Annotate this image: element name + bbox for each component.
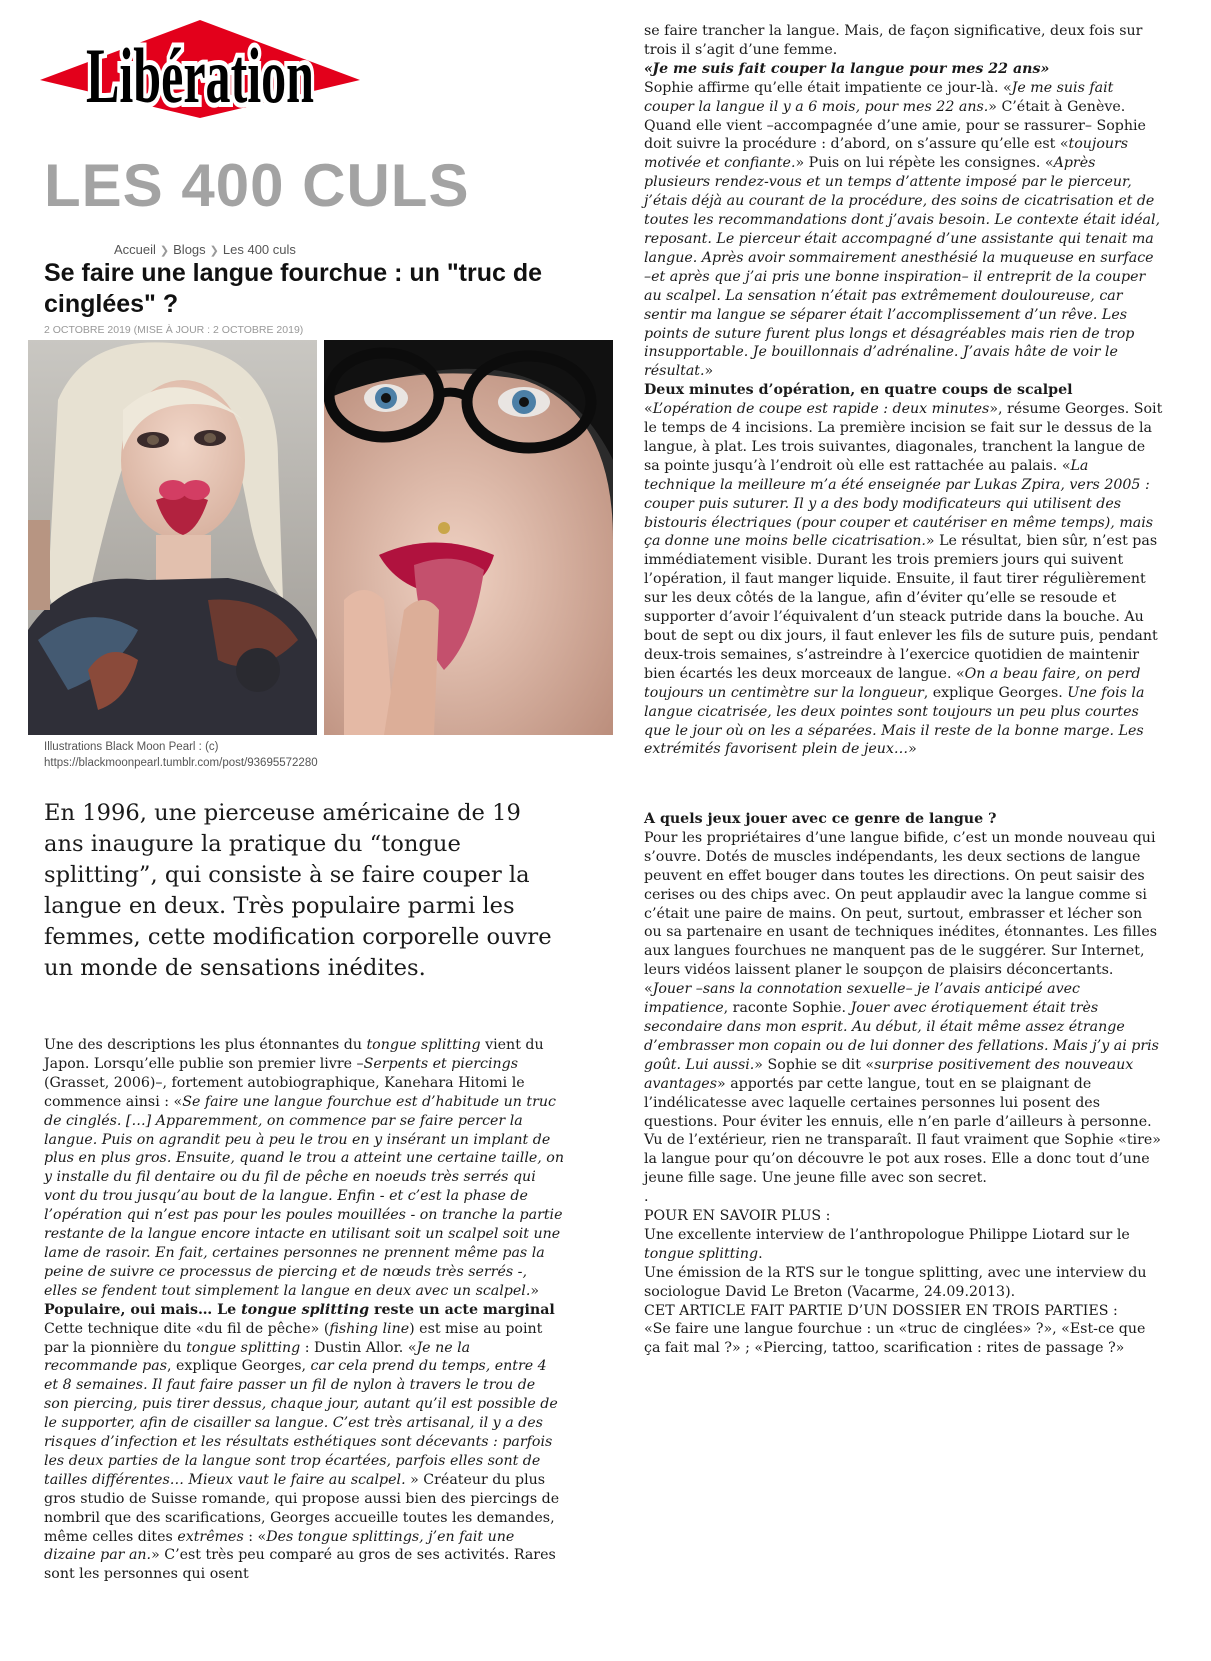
section-heading-jeux: A quels jeux jouer avec ce genre de langue ? [644, 811, 997, 827]
liberation-logo[interactable] [40, 20, 360, 118]
illustration-photo-tattooed-woman [28, 340, 317, 735]
more-info-link-liotard[interactable]: Une excellente interview de l’anthropologue Philippe Liotard sur le tongue splitting. [644, 1226, 1130, 1262]
body-paragraph: se faire trancher la langue. Mais, de façon significative, deux fois sur trois il s’agit d’une femme. [644, 23, 1143, 58]
body-paragraph: «L’opération de coupe est rapide : deux minutes», résume Georges. Soit le temps de 4 incisions. La première incision se fait sur le dessus de la langue, à plat. Les trois suivantes, diagonales, tranchent la langue de sa pointe jusqu’à l’endroit où elle est rattachée au palais. «La technique la meilleure m’a été enseignée par Lukas Zpira, vers 2005 : couper puis suturer. Il y a des body modificateurs qui utilisent des bistouris électriques (pour couper et cautériser en même temps), mais ça donne une moins belle cicatrisation.» Le résultat, bien sûr, n’est pas immédiatement visible. Durant les trois premiers jours qui suivent l’opération, il faut manger liquide. Ensuite, il faut tirer régulièrement sur les deux côtés de la langue, afin d’éviter qu’elle se resoude et supporter d’avoir l’équivalent d’un steack putride dans la bouche. Au bout de sept ou dix jours, il faut enlever les fils de suture puis, pendant deux-trois semaines, s’astreindre à l’exercice quotidien de maintenir bien écartés les deux morceaux de langue. «On a beau faire, on perd toujours un centimètre sur la longueur, explique Georges. Une fois la langue cicatrisée, les deux pointes sont toujours un peu plus courtes que le jour où on les a séparées. Mais il reste de la bonne marge. Les extrémités favorisent plein de jeux…» [644, 401, 1163, 758]
blog-title[interactable]: LES 400 CULS [44, 152, 470, 219]
article-body-right-column-bottom [644, 810, 1164, 1358]
caption-credit: Illustrations Black Moon Pearl : (c) [44, 741, 219, 753]
breadcrumb-les-400-culs[interactable]: Les 400 culs [222, 242, 296, 257]
illustration-photo-woman-glasses [324, 340, 613, 735]
section-heading-deux-minutes: Deux minutes d’opération, en quatre coups de scalpel [644, 382, 1073, 399]
chevron-right-icon: ❯ [159, 245, 170, 257]
photo-caption [44, 739, 424, 771]
caption-url[interactable]: https://blackmoonpearl.tumblr.com/post/93695572280 [44, 757, 318, 769]
article-body-left-column [44, 1036, 564, 1584]
logo-text: Libération [86, 32, 314, 118]
article-chapeau: En 1996, une pierceuse américaine de 19 ans inaugure la pratique du “tongue splitting”, qui consiste à se faire couper la langue en deux. Très populaire parmi les femmes, cette modification corporelle ouvre un monde de sensations inédites. [44, 800, 552, 981]
more-info-link-rts[interactable]: Une émission de la RTS sur le tongue splitting, avec une interview du sociologue David Le Breton (Vacarme, 24.09.2013). [644, 1264, 1147, 1300]
chevron-right-icon: ❯ [209, 245, 219, 257]
logo-text-outline: Libération [86, 32, 314, 118]
article-dateline: 2 OCTOBRE 2019 (MISE À JOUR : 2 OCTOBRE 2019) [44, 324, 304, 336]
breadcrumb [114, 242, 296, 257]
section-heading-22-ans: «Je me suis fait couper la langue pour mes 22 ans» [644, 60, 1050, 77]
dossier-links[interactable]: «Se faire une langue fourchue : un «truc de cinglées» ?», «Est-ce que ça fait mal ?» ; «Piercing, tattoo, scarification : rites de passage ?» [644, 1321, 1146, 1357]
article-body-right-column [644, 22, 1164, 759]
breadcrumb-blogs[interactable]: Blogs [173, 242, 206, 257]
breadcrumb-home[interactable]: Accueil [114, 242, 156, 257]
body-paragraph: Cette technique dite «du fil de pêche» (fishing line) est mise au point par la pionnière du tongue splitting : Dustin Allor. «Je ne la recommande pas, explique Georges, car cela prend du temps, entre 4 et 8 semaines. Il faut faire passer un fil de nylon à travers le trou de son piercing, puis tirer dessus, chaque jour, autant qu’il est possible de le supporter, afin de cisailler sa langue. C’est très artisanal, il y a des risques d’infection et les résultats esthétiques sont décevants : parfois les deux parties de la langue sont trop écartées, parfois elles sont de tailles différentes… Mieux vaut le faire au scalpel. » Créateur du plus gros studio de Suisse romande, qui propose aussi bien des piercings de nombril que des scarifications, Georges accueille toutes les demandes, même celles dites extrêmes : «Des tongue splittings, j’en fait une dizaine par an.» C’est très peu comparé au gros de ses activités. Rares sont les personnes qui osent [44, 1320, 560, 1583]
article-headline: Se faire une langue fourchue : un "truc de cinglées" ? [44, 259, 543, 318]
body-paragraph: Pour les propriétaires d’une langue bifide, c’est un monde nouveau qui s’ouvre. Dotés de muscles indépendants, les deux sections de langue peuvent en effet bouger dans toutes les directions. On peut saisir des cerises ou des chips avec. On peut applaudir avec la langue comme si c’était une paire de mains. On peut, surtout, embrasser et lécher son ou sa partenaire en usant de techniques inédites, étonnantes. Les filles aux langues fourchues ne manquent pas de le suggérer. Sur Internet, leurs vidéos laissent planer le soupçon de plaisirs déconcertants. «Jouer –sans la connotation sexuelle– je l’avais anticipé avec impatience, raconte Sophie. Jouer avec érotiquement était très secondaire dans mon esprit. Au début, il était même assez étrange d’embrasser mon copain ou de lui donner des fellations. Mais j’y ai pris goût. Lui aussi.» Sophie se dit «surprise positivement des nouveaux avantages» apportés par cette langue, tout en se plaignant de l’indélicatesse avec laquelle certaines personnes lui posent des questions. Pour éviter les ennuis, elle n’en parle d’ailleurs à personne. Vu de l’extérieur, rien ne transparaît. Il faut vraiment que Sophie «tire» la langue pour qu’on découvre le pot aux roses. Elle a donc tout d’une jeune fille sage. Une jeune fille avec son secret. [644, 829, 1161, 1187]
section-heading-populaire: Populaire, oui mais… Le tongue splitting reste un acte marginal [44, 1301, 555, 1318]
separator-dot: . [644, 1189, 649, 1206]
body-paragraph: Sophie affirme qu’elle était impatiente ce jour-là. «Je me suis fait couper la langue il y a 6 mois, pour mes 22 ans.» C’était à Genève. Quand elle vient –accompagnée d’une amie, pour se rassurer– Sophie doit suivre la procédure : d’abord, on s’assure qu’elle est «toujours motivée et confiante.» Puis on lui répète les consignes. «Après plusieurs rendez-vous et un temps d’attente imposé par le pierceur, j’étais déjà au courant de la procédure, des soins de cicatrisation et de toutes les recommandations dont j’avais besoin. Le contexte était idéal, reposant. Le pierceur était accompagné d’une assistante qui tenait ma langue. Après avoir sommairement anesthésié la muqueuse en surface –et après que j’ai pris une bonne inspiration– il entreprit de la couper au scalpel. La sensation n’était pas extrêmement douloureuse, car sentir ma langue se séparer était l’accomplissement d’un rêve. Les points de suture furent plus longs et désagréables mais rien de trop insupportable. Je bouillonnais d’adrénaline. J’avais hâte de voir le résultat.» [644, 79, 1161, 380]
dossier-title: CET ARTICLE FAIT PARTIE D’UN DOSSIER EN TROIS PARTIES : [644, 1302, 1118, 1319]
more-info-title: POUR EN SAVOIR PLUS : [644, 1208, 831, 1225]
body-paragraph: Une des descriptions les plus étonnantes du tongue splitting vient du Japon. Lorsqu’elle publie son premier livre –Serpents et piercings (Grasset, 2006)–, fortement autobiographique, Kanehara Hitomi le commence ainsi : «Se faire une langue fourchue est d’habitude un truc de cinglés. […] Apparemment, on commence par se faire percer la langue. Puis on agrandit peu à peu le trou en y insérant un implant de plus en plus gros. Ensuite, quand le trou a atteint une certaine taille, on y installe du fil dentaire ou du fil de pêche en noeuds très serrés qui vont du trou jusqu’au bout de la langue. Enfin - et c’est la phase de l’opération qui n’est pas pour les poules mouillées - on tranche la partie restante de la langue encore intacte en utilisant soit un scalpel soit une lame de rasoir. En fait, certaines personnes ne prennent même pas la peine de suivre ce processus de piercing et de nœuds très serrés -, elles se fendent tout simplement la langue en deux avec un scalpel.» [44, 1037, 564, 1299]
